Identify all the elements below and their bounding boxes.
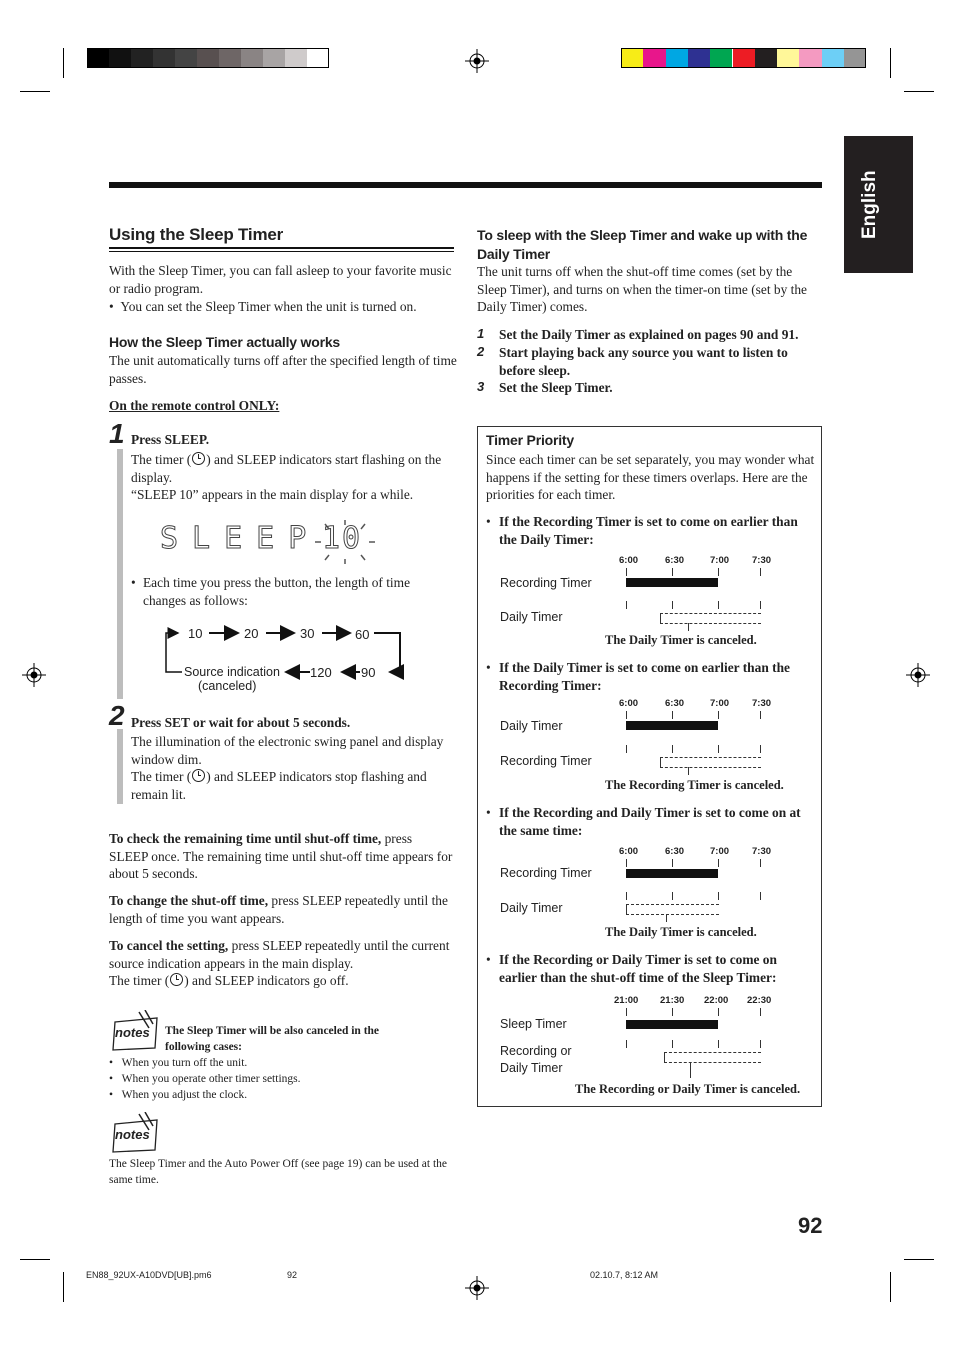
registration-mark-icon [465,1276,489,1300]
right-step [477,379,827,397]
time-tick: 7:30 [752,555,772,566]
timeline-label: Daily Timer [500,1061,563,1075]
cancel-line-part: ) and SLEEP indicators go off. [184,973,349,988]
tick-mark [672,745,673,753]
step-text-part: The timer ( [131,452,192,467]
tick-mark [688,623,689,631]
right-text: The unit turns off when the shut-off time comes (set by the Sleep Timer), and turns on when the timer-on time (set by the Daily Timer) comes. [477,264,807,315]
timeline-label: Recording Timer [500,866,592,880]
priority-caption: The Daily Timer is canceled. [605,633,757,647]
right-step-num: 3 [477,379,485,394]
remote-only-label: On the remote control ONLY: [109,398,280,413]
footer-page: 92 [287,1270,298,1280]
step-text-part: The timer ( [131,769,192,784]
timeline-label: Recording Timer [500,576,592,590]
priority-case-bullet: • If the Recording and Daily Timer is set to come on at the same time: [486,804,811,839]
crop-mark [20,1259,50,1260]
timer-bar [626,869,718,878]
tick-mark [688,767,689,775]
timeline-label: Recording Timer [500,754,592,768]
cycle-source-label: Source indication [184,665,280,679]
step-bullet-text: Each time you press the button, the length of time changes as follows: [143,575,411,608]
priority-caption: The Daily Timer is canceled. [605,925,757,939]
swatch-frame [621,48,866,68]
check-remaining-text [109,830,454,883]
cycle-value: 60 [355,627,370,642]
notes-icon [109,1112,161,1154]
timeline-label: Sleep Timer [500,1017,567,1031]
crop-mark [904,91,934,92]
time-tick: 6:30 [665,846,685,857]
tick-mark [672,601,673,609]
step-text-part: ) and SLEEP indicators stop flashing and remain lit. [131,769,427,802]
tick-mark [672,1008,673,1016]
time-tick: 7:00 [710,698,730,709]
notes-item: • When you turn off the unit. [109,1057,248,1069]
timeline-label: Daily Timer [500,719,563,733]
right-step-text: Set the Sleep Timer. [499,380,613,395]
tick-mark [718,892,719,900]
language-tab-label: English [859,170,880,239]
time-tick: 6:00 [619,555,639,566]
right-title: To sleep with the Sleep Timer and wake up with the Daily Timer [477,227,808,262]
canceled-timer-bar [660,613,761,624]
swatch-frame [87,48,329,68]
priority-case-text: If the Daily Timer is set to come on earlier than the Recording Timer: [499,660,790,693]
title-rule [109,247,454,249]
canceled-timer-bar [626,904,719,915]
cancel-line-part: The timer ( [109,973,170,988]
notes-title: The Sleep Timer will be also canceled in the following cases: [165,1025,380,1053]
timer-bar [626,578,718,587]
time-tick: 22:30 [747,995,772,1006]
check-remaining-bold: To check the remaining time until shut-off time, [109,831,382,846]
priority-caption: The Recording Timer is canceled. [605,778,784,792]
section-title: Using the Sleep Timer [109,225,284,244]
notes-icon-label: notes [115,1025,150,1040]
cycle-value: 120 [310,665,332,680]
registration-mark-icon [465,49,489,73]
priority-title: Timer Priority [486,432,574,448]
notes-item-text: When you operate other timer settings. [121,1073,301,1085]
time-tick: 7:00 [710,555,730,566]
tick-mark [718,1040,719,1048]
registration-mark-icon [22,663,46,687]
cycle-value: 90 [361,665,376,680]
check-remaining-rest: press SLEEP once. The remaining time until shut-off time appears for about 5 seconds. [109,831,453,882]
footer-date: 02.10.7, 8:12 AM [590,1270,659,1280]
tick-mark [626,745,627,753]
tick-mark [760,1040,761,1048]
priority-case-bullet: • If the Recording Timer is set to come on earlier than the Daily Timer: [486,513,811,548]
step-text-part: ) and SLEEP indicators start flashing on the display. [131,452,442,485]
intro-bullet: • You can set the Sleep Timer when the unit is turned on. [109,299,417,314]
tick-mark [626,859,627,867]
time-tick: 7:30 [752,846,772,857]
display-number: 10 [322,521,363,556]
tick-mark [672,859,673,867]
right-steps [477,326,827,397]
tick-mark [718,601,719,609]
step-text [131,451,456,486]
tick-mark [626,568,627,576]
canceled-timer-bar [664,1052,761,1063]
tick-mark [718,859,719,867]
intro-bullet-text: You can set the Sleep Timer when the unit is turned on. [120,299,417,314]
clock-icon [192,769,205,782]
notes-icon-label: notes [115,1127,150,1142]
tick-mark [672,1040,673,1048]
crop-mark [63,1272,64,1302]
step-text: “SLEEP 10” appears in the main display for a while. [131,487,414,502]
change-time-rest: press SLEEP repeatedly until the length of time you want appears. [109,893,448,926]
notes-item-text: When you adjust the clock. [121,1089,248,1101]
time-tick: 7:00 [710,846,730,857]
priority-case-text: If the Recording Timer is set to come on earlier than the Daily Timer: [499,514,798,547]
intro-text: With the Sleep Timer, you can fall asleep to your favorite music or radio program. [109,263,452,296]
timeline-label: Recording or [500,1044,572,1058]
notes-item: • When you operate other timer settings. [109,1073,301,1085]
tick-mark [626,892,627,900]
cancel-setting-rest: press SLEEP repeatedly until the current source indication appears in the main display. [109,938,450,971]
step-number: 2 [109,700,125,731]
right-step-text: Start playing back any source you want to listen to before sleep. [499,345,788,378]
how-title: How the Sleep Timer actually works [109,334,341,350]
display-sleep-text: SLEEP [160,521,321,556]
canceled-timer-bar [660,757,761,768]
tick-mark [690,1062,691,1078]
change-time-text [109,892,459,927]
priority-text: Since each timer can be set separately, you may wonder what happens if the setting for these timers overlaps. Here are the priorities for each timer. [486,452,815,503]
priority-case-bullet: • If the Daily Timer is set to come on earlier than the Recording Timer: [486,659,811,694]
tick-mark [672,711,673,719]
clock-icon [192,452,205,465]
time-tick: 22:00 [704,995,729,1006]
tick-mark [626,711,627,719]
cancel-setting-text [109,937,454,972]
tick-mark [626,1040,627,1048]
priority-case-text: If the Recording and Daily Timer is set to come on at the same time: [499,805,801,838]
right-step [477,326,827,344]
tick-mark [672,892,673,900]
crop-mark [890,1272,891,1302]
notes-icon [109,1010,161,1052]
time-tick: 6:00 [619,698,639,709]
timer-bar [626,721,718,730]
crop-mark [20,91,50,92]
right-step-num: 1 [477,326,485,341]
cycle-value: 10 [188,626,203,641]
tick-mark [760,568,761,576]
title-rule [109,251,454,252]
timeline-label: Daily Timer [500,901,563,915]
time-tick: 7:30 [752,698,772,709]
right-step-text: Set the Daily Timer as explained on pages 90 and 91. [499,327,799,342]
cycle-value: 30 [300,626,315,641]
clock-icon [170,973,183,986]
timer-bar [626,1020,718,1029]
right-step-num: 2 [477,344,485,359]
language-tab [844,136,913,273]
tick-mark [760,892,761,900]
step-bullet: • Each time you press the button, the length of time changes as follows: [131,574,451,609]
time-tick: 6:30 [665,698,685,709]
notes-item: • When you adjust the clock. [109,1089,248,1101]
crop-mark [904,1259,934,1260]
notes-text: The Sleep Timer and the Auto Power Off (see page 19) can be used at the same time. [109,1158,447,1186]
tick-mark [718,711,719,719]
tick-mark [718,745,719,753]
step-bar [117,449,123,699]
tick-mark [718,1008,719,1016]
how-text: The unit automatically turns off after the specified length of time passes. [109,353,457,386]
cycle-value: 20 [244,626,259,641]
tick-mark [760,745,761,753]
tick-mark [718,568,719,576]
tick-mark [626,601,627,609]
time-tick: 21:30 [660,995,685,1006]
cancel-setting-line2 [109,972,454,990]
time-tick: 6:00 [619,846,639,857]
timeline-label: Daily Timer [500,610,563,624]
tick-mark [760,711,761,719]
tick-mark [760,1008,761,1016]
step-bar [117,729,123,804]
step-text: The illumination of the electronic swing panel and display window dim. [131,734,444,767]
priority-case-bullet: • If the Recording or Daily Timer is set to come on earlier than the shut-off time of the Sleep Timer: [486,951,811,986]
page-number: 92 [798,1213,823,1238]
tick-mark [666,914,667,922]
tick-mark [626,1008,627,1016]
step-number: 1 [109,418,125,449]
crop-mark [63,48,64,78]
right-step [477,344,827,379]
cycle-canceled-label: (canceled) [198,679,257,693]
footer-file: EN88_92UX-A10DVD[UB].pm6 [86,1270,212,1280]
tick-mark [760,601,761,609]
registration-mark-icon [906,663,930,687]
cancel-setting-bold: To cancel the setting, [109,938,229,953]
top-rule [109,182,822,188]
tick-mark [672,568,673,576]
priority-caption: The Recording or Daily Timer is canceled. [575,1082,801,1096]
change-time-bold: To change the shut-off time, [109,893,269,908]
step-title: Press SLEEP. [131,432,210,447]
priority-case-text: If the Recording or Daily Timer is set to come on earlier than the shut-off time of the Sleep Timer: [499,952,777,985]
notes-item-text: When you turn off the unit. [121,1057,248,1069]
crop-mark [890,48,891,78]
time-tick: 21:00 [614,995,639,1006]
time-tick: 6:30 [665,555,685,566]
step-text [131,768,456,803]
step-title: Press SET or wait for about 5 seconds. [131,715,351,730]
tick-mark [760,859,761,867]
